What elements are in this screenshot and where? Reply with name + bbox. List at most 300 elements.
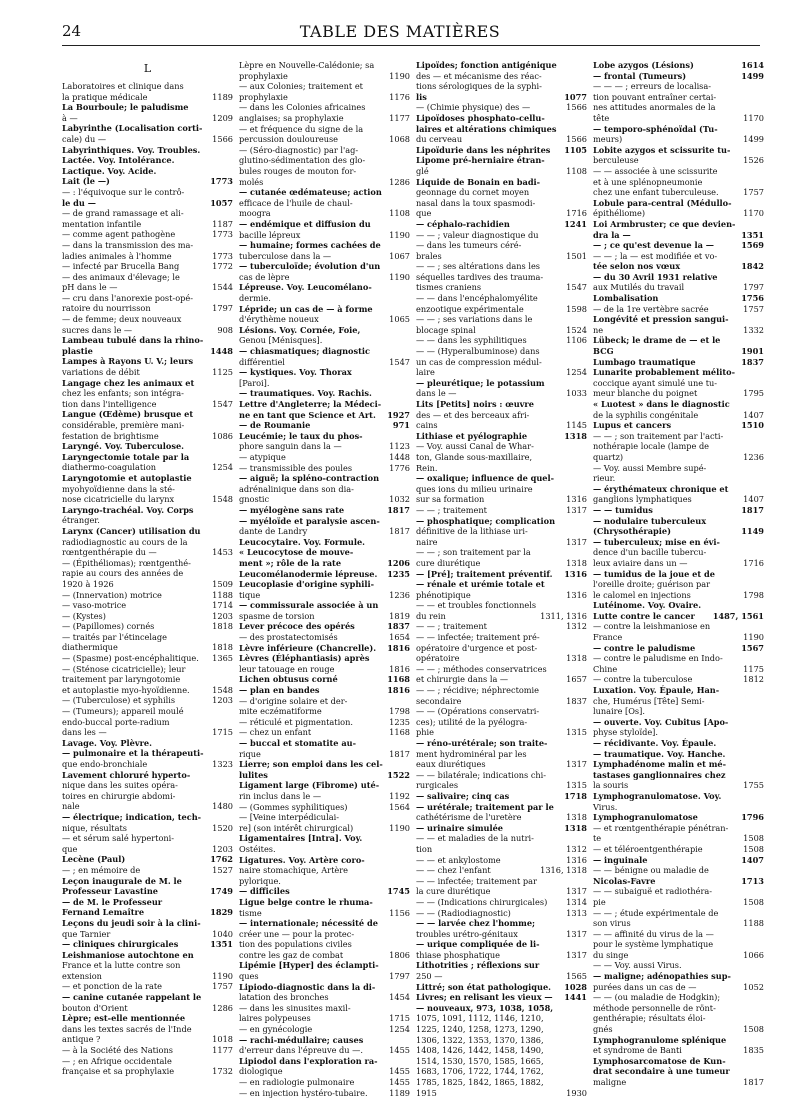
entry-page: 1798 xyxy=(743,589,764,600)
entry-text: — ; en Afrique occidentale xyxy=(62,1055,172,1066)
entry-text: plastie xyxy=(62,345,93,356)
entry-page: 1316 xyxy=(566,854,587,865)
entry-page: 1317 xyxy=(566,759,587,770)
entry-text: ques xyxy=(239,971,259,982)
entry-page: 1816 xyxy=(389,663,410,674)
entry-text: Lavement chloruré hyperto- xyxy=(62,769,191,780)
entry-page: 1499 xyxy=(743,134,764,145)
entry-page: 1565 xyxy=(566,971,587,982)
entry-page: 1235 xyxy=(387,568,410,579)
index-entry xyxy=(593,1035,764,1046)
index-entry xyxy=(593,208,764,219)
entry-text: cure diurétique xyxy=(416,557,481,568)
entry-page: 1762 xyxy=(210,854,233,865)
entry-text: Lipoïdurie dans les néphrites xyxy=(416,144,551,155)
index-entry xyxy=(593,198,764,209)
entry-text: cathétérisme de l'uretère xyxy=(416,812,522,823)
entry-page: 1776 xyxy=(389,462,410,473)
index-entry xyxy=(416,611,587,622)
entry-text: ces); utilité de la pyélogra- xyxy=(416,716,528,727)
entry-text: — tuberculoïde; évolution d'un xyxy=(239,261,381,272)
entry-text: à — xyxy=(62,112,78,123)
entry-text: gnés xyxy=(593,1024,613,1035)
entry-text: rique xyxy=(239,748,261,759)
entry-text: tastases ganglionnaires chez xyxy=(593,769,726,780)
index-entry xyxy=(593,664,764,675)
entry-page: 1837 xyxy=(566,695,587,706)
entry-text: — frontal (Tumeurs) xyxy=(593,70,687,81)
index-entry xyxy=(239,960,410,971)
index-entry xyxy=(239,71,410,82)
entry-text: te xyxy=(593,833,602,844)
entry-page: 1817 xyxy=(389,748,410,759)
entry-text: sucres dans le — xyxy=(62,324,133,335)
entry-text: — — ; étude expérimentale de xyxy=(593,907,719,918)
index-entry xyxy=(239,251,410,262)
entry-text: purées dans un cas de — xyxy=(593,981,697,992)
index-entry xyxy=(593,431,764,442)
entry-text: — myéloïde et paralysie ascen- xyxy=(239,515,380,526)
entry-text: nique dans les suites opéra- xyxy=(62,780,178,791)
entry-text: Labyrinthe (Localisation corti- xyxy=(62,123,203,134)
index-entry xyxy=(239,770,410,781)
entry-text: — — (Opérations conservatri- xyxy=(416,706,540,717)
entry-text: — (Sténose cicatricielle); leur xyxy=(62,663,186,674)
index-entry xyxy=(62,505,233,516)
entry-page: 1315 xyxy=(566,727,587,738)
index-entry xyxy=(593,473,764,484)
index-entry xyxy=(239,749,410,760)
entry-text: lunaire [Os]. xyxy=(593,706,645,717)
index-entry xyxy=(62,611,233,622)
entry-text: — atypique xyxy=(239,451,286,462)
index-entry xyxy=(239,505,410,516)
index-entry xyxy=(416,674,587,685)
index-entry xyxy=(239,929,410,940)
entry-text: — aux Colonies; traitement et xyxy=(239,81,363,92)
index-entry xyxy=(416,516,587,527)
index-entry xyxy=(239,367,410,378)
index-entry xyxy=(416,1077,587,1088)
entry-text: La Bourboule; le paludisme xyxy=(62,102,189,113)
entry-page: 1454 xyxy=(389,992,410,1003)
entry-page: 1203 xyxy=(212,843,233,854)
entry-text: dante de Landry xyxy=(239,526,308,537)
index-entry xyxy=(593,463,764,474)
index-entry xyxy=(62,240,233,251)
index-entry xyxy=(593,706,764,717)
page-number: 24 xyxy=(62,22,82,40)
entry-text: Lithotrities ; réflexions sur xyxy=(416,960,540,971)
entry-text: d'erreur dans l'épreuve du —. xyxy=(239,1045,363,1056)
index-entry xyxy=(239,399,410,410)
index-entry xyxy=(239,611,410,622)
entry-page: 1066 xyxy=(743,949,764,960)
entry-text: — cru dans l'anorexie post-opé- xyxy=(62,292,193,303)
entry-text: 1075, 1091, 1112, 1146, 1210, xyxy=(416,1013,544,1024)
entry-page: 1757 xyxy=(743,187,764,198)
entry-text: France xyxy=(593,632,623,643)
index-entry xyxy=(416,219,587,230)
entry-text: [Paroi]. xyxy=(239,377,270,388)
entry-text: — — ; son traitement par l'acti- xyxy=(593,430,724,441)
entry-text: d'érythème noueux xyxy=(239,314,319,325)
entry-text: dans les textes sacrés de l'Inde xyxy=(62,1023,192,1034)
index-entry xyxy=(62,907,233,918)
entry-text: ques ions du milieu urinaire xyxy=(416,483,533,494)
entry-page: 1773 xyxy=(212,229,233,240)
entry-page: 1455 xyxy=(389,1045,410,1056)
index-entry xyxy=(62,833,233,844)
entry-text: — aiguë; la spléno-contraction xyxy=(239,473,380,484)
entry-text: festation de brightisme xyxy=(62,430,159,441)
entry-text: blocage spinal xyxy=(416,324,476,335)
index-entry xyxy=(62,1024,233,1035)
entry-text: Larynx (Cancer) utilisation du xyxy=(62,525,201,536)
entry-page: 1318 xyxy=(566,557,587,568)
entry-text: diathermique xyxy=(62,642,118,653)
entry-page: 1508 xyxy=(743,833,764,844)
index-entry xyxy=(239,674,410,685)
entry-text: ladies animales à l'homme xyxy=(62,250,172,261)
entry-page: 1566 xyxy=(566,134,587,145)
index-entry xyxy=(239,441,410,452)
index-entry xyxy=(593,547,764,558)
entry-text: — urique compliquée de li- xyxy=(416,939,540,950)
entry-page: 1286 xyxy=(212,1002,233,1013)
index-entry xyxy=(593,346,764,357)
entry-text: — réticulé et pigmentation. xyxy=(239,716,353,727)
index-entry xyxy=(239,855,410,866)
index-entry xyxy=(416,198,587,209)
index-entry xyxy=(593,939,764,950)
index-entry xyxy=(593,134,764,145)
entry-text: — contre le paludisme en Indo- xyxy=(593,653,723,664)
entry-page: 1170 xyxy=(743,112,764,123)
entry-text: la souris xyxy=(593,780,629,791)
index-entry xyxy=(416,71,587,82)
index-entry xyxy=(416,145,587,156)
entry-text: Lymphosarcomatose de Kun- xyxy=(593,1055,726,1066)
index-entry xyxy=(593,1024,764,1035)
entry-page: 1487, 1561 xyxy=(712,610,764,621)
entry-page: 1236 xyxy=(389,589,410,600)
entry-text: « Leucocytose de mouve- xyxy=(239,547,354,558)
index-entry xyxy=(62,717,233,728)
entry-text: — en gynécologie xyxy=(239,1024,313,1035)
entry-text: Lecène (Paul) xyxy=(62,854,126,865)
entry-text: efficace de l'huile de chaul- xyxy=(239,197,353,208)
entry-text: Laboratoires et clinique dans xyxy=(62,81,184,91)
index-entry xyxy=(416,950,587,961)
index-entry xyxy=(416,420,587,431)
index-entry xyxy=(62,876,233,887)
index-entry xyxy=(239,685,410,696)
entry-text: — (Tumeurs); appareil moulé xyxy=(62,706,184,717)
entry-page: 1806 xyxy=(389,949,410,960)
entry-text: — buccal et stomatite au- xyxy=(239,738,357,748)
index-entry xyxy=(62,558,233,569)
index-entry xyxy=(62,537,233,548)
entry-text: Lavage. Voy. Plèvre. xyxy=(62,737,152,748)
entry-page: 1716 xyxy=(566,208,587,219)
index-entry xyxy=(62,1066,233,1077)
entry-page: 1028 xyxy=(564,981,587,992)
entry-page: 1156 xyxy=(389,907,410,918)
index-entry xyxy=(239,314,410,325)
index-entry xyxy=(239,717,410,728)
entry-page: 1057 xyxy=(210,197,233,208)
index-entry xyxy=(416,102,587,113)
index-entry xyxy=(593,166,764,177)
index-entry xyxy=(62,293,233,304)
entry-text: — — chez l'enfant xyxy=(416,865,491,876)
entry-page: 1052 xyxy=(743,981,764,992)
index-entry xyxy=(416,749,587,760)
entry-text: — Voy. aussi Canal de Whar- xyxy=(416,441,534,452)
entry-text: — (Gommes syphilitiques) xyxy=(239,801,348,812)
index-entry xyxy=(593,855,764,866)
entry-page: 1455 xyxy=(389,1077,410,1087)
entry-page: 1817 xyxy=(389,526,410,537)
entry-text: — — bénigne ou maladie de xyxy=(593,865,709,876)
entry-page: 1441 xyxy=(564,992,587,1003)
entry-text: méthode personnelle de rönt- xyxy=(593,1002,716,1013)
entry-page: 1510 xyxy=(741,420,764,431)
entry-page: 1149 xyxy=(741,526,764,537)
index-entry xyxy=(239,452,410,463)
entry-page: 1564 xyxy=(389,801,410,812)
entry-text: — [Pré]; traitement préventif. xyxy=(416,568,553,579)
index-entry xyxy=(239,1045,410,1056)
entry-page: 1365 xyxy=(212,653,233,664)
entry-page: 1732 xyxy=(212,1066,233,1077)
index-entry xyxy=(62,123,233,134)
entry-text: pour le système lymphatique xyxy=(593,939,714,950)
entry-page: 1816 xyxy=(387,642,410,653)
entry-text: Lits [Petits] noirs : œuvre xyxy=(416,399,534,409)
index-entry xyxy=(416,844,587,855)
entry-text: créer une — pour la protec- xyxy=(239,928,355,939)
index-entry xyxy=(239,600,410,611)
index-entry xyxy=(416,378,587,389)
index-entry xyxy=(62,356,233,367)
entry-text: — contre la tuberculose xyxy=(593,674,693,685)
entry-page: 1236 xyxy=(743,451,764,462)
index-entry xyxy=(62,844,233,855)
index-entry xyxy=(416,865,587,876)
entry-page: 1773 xyxy=(212,250,233,261)
index-entry xyxy=(416,897,587,908)
index-entry xyxy=(239,812,410,823)
entry-text: — (Kystes) xyxy=(62,610,106,621)
entry-text: nes attitudes anormales de la xyxy=(593,102,716,113)
entry-text: — pulmonaire et la thérapeuti- xyxy=(62,748,204,759)
index-entry xyxy=(62,484,233,495)
entry-text: Lipome pré-herniaire étran- xyxy=(416,155,545,166)
index-entry xyxy=(62,823,233,834)
entry-text: Laryngectomie totale par la xyxy=(62,451,190,462)
index-entry xyxy=(416,1088,587,1098)
entry-text: séquelles tardives des trauma- xyxy=(416,271,544,282)
entry-text: Lépreuse. Voy. Leucomélano- xyxy=(239,282,372,293)
entry-text: myohyoïdienne dans la sté- xyxy=(62,483,175,494)
index-entry xyxy=(239,1013,410,1024)
entry-text: lis xyxy=(416,91,427,102)
index-entry xyxy=(593,579,764,590)
entry-text: chez une enfant tuberculeuse. xyxy=(593,187,719,198)
entry-text: leur tatouage en rouge xyxy=(239,663,335,674)
entry-page: 1312 xyxy=(566,843,587,854)
index-entry xyxy=(593,685,764,696)
index-entry xyxy=(62,664,233,675)
entry-text: dans le — xyxy=(416,388,457,399)
index-entry xyxy=(416,653,587,664)
index-entry xyxy=(62,600,233,611)
entry-text: — — et troubles fonctionnels xyxy=(416,600,537,611)
entry-text: Lunarite probablement mélito- xyxy=(593,367,735,378)
index-entry xyxy=(416,124,587,135)
entry-text: Lymphadénome malin et mé- xyxy=(593,759,727,770)
index-entry xyxy=(62,939,233,950)
entry-text: laire xyxy=(416,367,435,378)
index-column xyxy=(416,60,587,1098)
entry-text: — ouverte. Voy. Cubitus [Apo- xyxy=(593,716,729,727)
entry-text: — canine cutanée rappelant le xyxy=(62,992,202,1003)
index-entry xyxy=(239,473,410,484)
entry-page: 1318 xyxy=(564,430,587,441)
entry-page: 1316 xyxy=(564,568,587,579)
entry-text: percussion douloureuse xyxy=(239,134,339,145)
entry-text: pie xyxy=(593,896,606,907)
entry-page: 1312 xyxy=(566,621,587,632)
index-entry xyxy=(62,431,233,442)
entry-page: 1190 xyxy=(389,822,410,833)
index-entry xyxy=(593,177,764,188)
entry-page: 1567 xyxy=(741,642,764,653)
index-entry xyxy=(416,240,587,251)
index-entry xyxy=(239,60,410,71)
index-entry xyxy=(593,124,764,135)
entry-text: bouton d'Orient xyxy=(62,1002,128,1013)
index-entry xyxy=(416,325,587,336)
entry-text: 1683, 1706, 1722, 1744, 1762, xyxy=(416,1066,544,1077)
index-entry xyxy=(593,833,764,844)
index-entry xyxy=(239,357,410,368)
entry-text: Laryngo-trachéal. Voy. Corps xyxy=(62,504,194,515)
index-entry xyxy=(593,92,764,103)
index-entry xyxy=(416,134,587,145)
entry-page: 1547 xyxy=(389,356,410,367)
entry-text: tion pouvant entraîner certai- xyxy=(593,91,717,102)
entry-page: 1316 xyxy=(566,494,587,505)
entry-text: de la syphilis congénitale xyxy=(593,409,699,420)
entry-text: ratoire du nourrisson xyxy=(62,303,151,314)
index-entry xyxy=(593,537,764,548)
entry-text: — — ; traitement xyxy=(416,504,487,515)
index-entry xyxy=(416,1003,587,1014)
index-entry xyxy=(416,367,587,378)
index-entry xyxy=(593,335,764,346)
entry-text: prophylaxie xyxy=(239,70,288,81)
index-entry xyxy=(593,802,764,813)
index-entry xyxy=(239,388,410,399)
index-entry xyxy=(416,664,587,675)
index-entry xyxy=(62,950,233,961)
index-entry xyxy=(416,314,587,325)
index-entry xyxy=(62,590,233,601)
index-entry xyxy=(593,240,764,251)
entry-page: 1190 xyxy=(389,70,410,81)
entry-text: Virus. xyxy=(593,801,618,812)
index-entry xyxy=(62,579,233,590)
entry-text: rapie au cours des années de xyxy=(62,568,184,579)
entry-text: tion xyxy=(416,843,433,854)
entry-text: — rachi-médullaire; causes xyxy=(239,1034,364,1045)
entry-page: 1715 xyxy=(389,1013,410,1024)
entry-text: phore sanguin dans la — xyxy=(239,441,342,452)
index-entry xyxy=(239,537,410,548)
index-entry xyxy=(416,971,587,982)
entry-text: quartz) xyxy=(593,451,624,462)
index-entry xyxy=(62,886,233,897)
entry-page: 1930 xyxy=(566,1087,587,1098)
index-entry xyxy=(593,971,764,982)
entry-text: Luxation. Voy. Épaule, Han- xyxy=(593,685,720,696)
entry-text: — — ; son traitement par la xyxy=(416,547,531,558)
entry-text: — (Papillomes) cornés xyxy=(62,621,155,632)
index-entry xyxy=(593,738,764,749)
index-entry xyxy=(416,823,587,834)
entry-text: Lèvres (Éléphantiasis) après xyxy=(239,653,370,664)
index-entry xyxy=(593,696,764,707)
entry-page: 1108 xyxy=(389,208,410,219)
entry-page: 1501 xyxy=(566,250,587,261)
index-entry xyxy=(416,770,587,781)
entry-text: — — Voy. aussi Virus. xyxy=(593,960,682,971)
index-entry xyxy=(593,780,764,791)
index-entry xyxy=(416,696,587,707)
entry-text: maligne xyxy=(593,1077,627,1087)
entry-text: tions sérologiques de la syphi- xyxy=(416,81,542,92)
index-entry xyxy=(62,621,233,632)
index-entry xyxy=(416,886,587,897)
entry-text: gnostic xyxy=(239,494,270,505)
index-entry xyxy=(239,1066,410,1077)
entry-text: — difficiles xyxy=(239,886,290,897)
entry-text: Rein. xyxy=(416,462,438,473)
entry-text: des — et mécanisme des réac- xyxy=(416,70,542,81)
entry-text: meurs) xyxy=(593,134,623,145)
index-entry xyxy=(593,1013,764,1024)
entry-page: 1817 xyxy=(743,1077,764,1087)
index-entry xyxy=(62,695,233,706)
entry-text: — — associée à une scissurite xyxy=(593,165,718,176)
index-entry xyxy=(239,240,410,251)
entry-text: eaux diurétiques xyxy=(416,759,486,770)
index-entry xyxy=(62,187,233,198)
entry-page: 1317 xyxy=(566,928,587,939)
entry-page: 1548 xyxy=(212,684,233,695)
entry-text: aux Mutilés du travail xyxy=(593,282,685,293)
entry-text: française et sa prophylaxie xyxy=(62,1066,175,1077)
index-entry xyxy=(416,706,587,717)
entry-text: Livres; en relisant les vieux — xyxy=(416,992,553,1003)
index-entry xyxy=(416,357,587,368)
index-entry xyxy=(593,420,764,431)
index-entry xyxy=(593,950,764,961)
entry-page: 1188 xyxy=(743,918,764,929)
